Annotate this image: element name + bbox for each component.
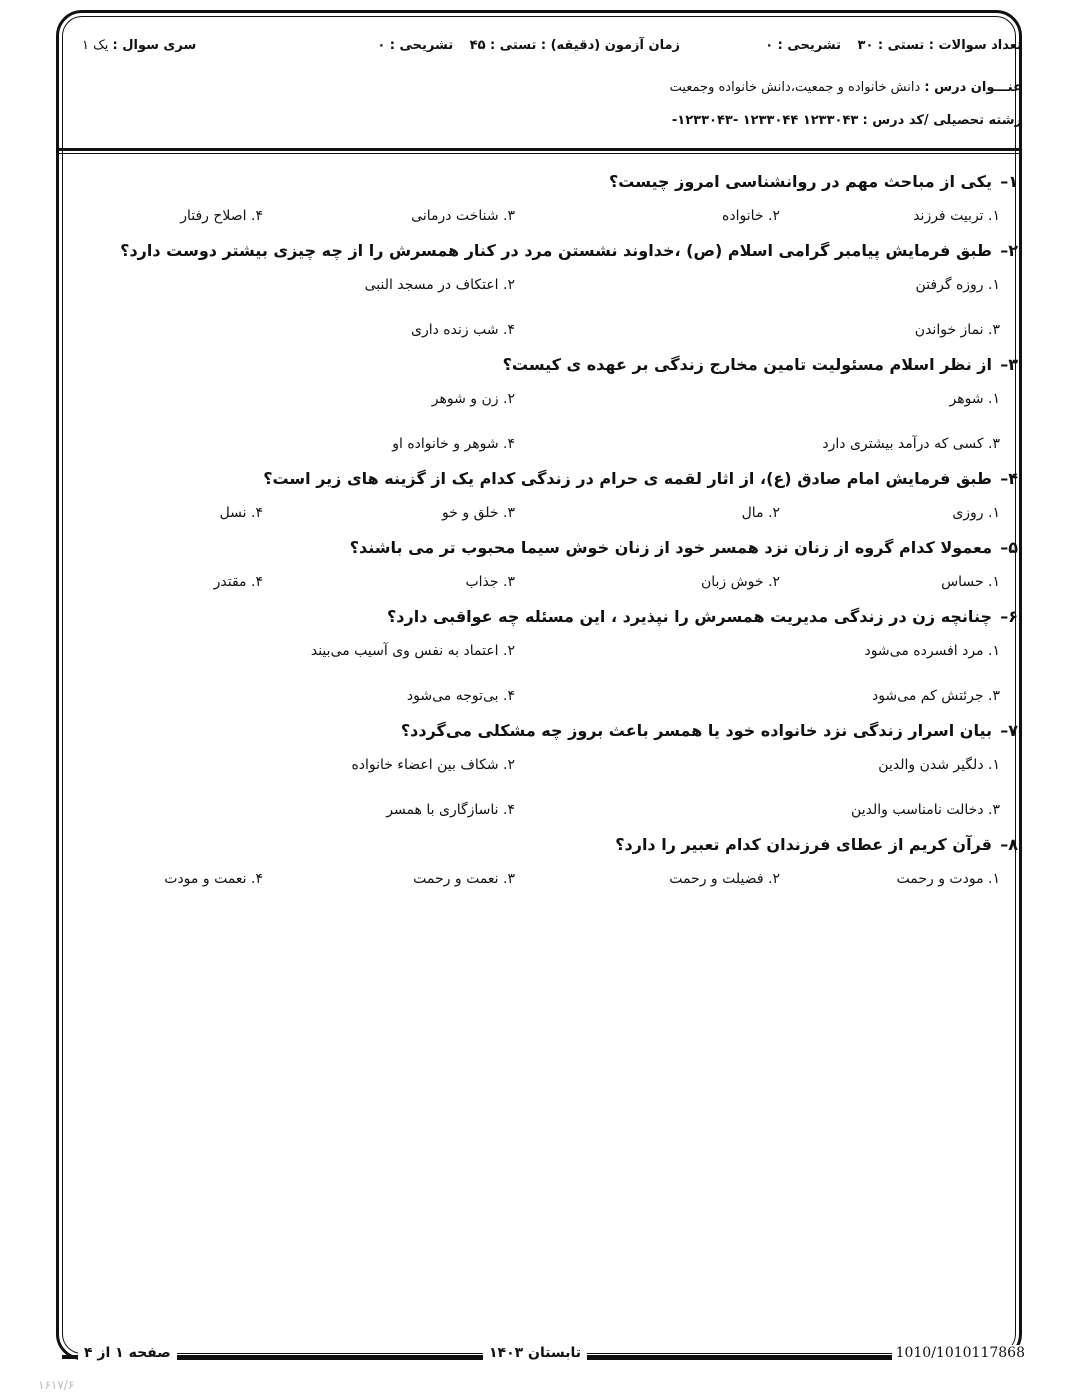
option-row	[90, 263, 1018, 308]
answer-option-3[interactable]: ۳. خلق و خو	[442, 505, 515, 521]
question-7	[90, 719, 1018, 833]
exam-term: تابستان ۱۴۰۳	[483, 1345, 587, 1361]
answer-option-2[interactable]: ۲. زن و شوهر	[431, 391, 515, 407]
question-text	[90, 605, 1018, 629]
exam-time	[377, 38, 680, 53]
page-footer	[0, 1343, 1080, 1373]
question-text	[90, 467, 1018, 491]
exam-time-label: زمان آزمون (دقیقه) : تستی : ۴۵	[469, 38, 680, 53]
question-4	[90, 467, 1018, 536]
answer-option-1[interactable]: ۱. دلگیر شدن والدین	[878, 757, 1000, 773]
course-field	[672, 113, 1022, 128]
course-title-value: دانش خانواده و جمعیت،دانش خانواده وجمعیت	[669, 80, 921, 95]
answer-option-1[interactable]: ۱. شوهر	[949, 391, 1000, 407]
option-row	[90, 308, 1018, 353]
option-row	[90, 422, 1018, 467]
question-number: ۵–	[1000, 538, 1018, 557]
question-1	[90, 170, 1018, 239]
answer-option-4[interactable]: ۴. شب زنده داری	[411, 322, 515, 338]
answer-option-3[interactable]: ۳. کسی که درآمد بیشتری دارد	[822, 436, 1000, 452]
answer-option-2[interactable]: ۲. اعتماد به نفس وی آسیب می‌بیند	[310, 643, 515, 659]
question-stem: یکی از مباحث مهم در روانشناسی امروز چیست؟	[609, 172, 992, 191]
question-number: ۷–	[1000, 721, 1018, 740]
question-number: ۲–	[1000, 241, 1018, 260]
question-5	[90, 536, 1018, 605]
question-number: ۶–	[1000, 607, 1018, 626]
question-text	[90, 239, 1018, 263]
question-number: ۴–	[1000, 469, 1018, 488]
answer-option-4[interactable]: ۴. نسل	[219, 505, 263, 521]
answer-option-1[interactable]: ۱. تربیت فرزند	[913, 208, 1000, 224]
question-number: ۳–	[1000, 355, 1018, 374]
course-title-label: عنـــوان درس :	[924, 80, 1022, 95]
question-stem: قرآن کریم از عطای فرزندان کدام تعبیر را دارد؟	[615, 835, 992, 854]
header-divider-thin	[59, 153, 1022, 154]
answer-option-3[interactable]: ۳. نعمت و رحمت	[413, 871, 515, 887]
answer-option-1[interactable]: ۱. مودت و رحمت	[896, 871, 1000, 887]
series-label: سری سوال :	[112, 38, 197, 53]
question-stem: بیان اسرار زندگی نزد خانواده خود یا همسر باعث بروز چه مشکلی می‌گردد؟	[400, 721, 992, 740]
exam-code: 1010/1010117868	[892, 1345, 1025, 1361]
question-number: ۸–	[1000, 835, 1018, 854]
answer-option-3[interactable]: ۳. جذاب	[465, 574, 515, 590]
option-row	[90, 491, 1018, 536]
answer-option-4[interactable]: ۴. شوهر و خانواده او	[392, 436, 515, 452]
page-number: صفحه ۱ از ۴	[78, 1345, 177, 1361]
answer-option-1[interactable]: ۱. مرد افسرده می‌شود	[864, 643, 1000, 659]
answer-option-2[interactable]: ۲. فضیلت و رحمت	[669, 871, 780, 887]
answer-option-3[interactable]: ۳. دخالت نامناسب والدین	[851, 802, 1000, 818]
question-count	[765, 38, 1022, 53]
answer-option-2[interactable]: ۲. خوش زبان	[700, 574, 780, 590]
question-stem: طبق فرمایش امام صادق (ع)، از اثار لقمه ی حرام در زندگی کدام یک از گزینه های زیر است؟	[263, 469, 992, 488]
course-field-value: ۱۲۳۳۰۴۳ ۱۲۳۳۰۴۴ -۱۲۳۳۰۴۳-	[671, 113, 859, 128]
answer-option-3[interactable]: ۳. نماز خواندن	[914, 322, 1000, 338]
question-text	[90, 719, 1018, 743]
answer-option-1[interactable]: ۱. روزی	[952, 505, 1000, 521]
option-row	[90, 674, 1018, 719]
question-stem: از نظر اسلام مسئولیت تامین مخارج زندگی بر عهده ی کیست؟	[502, 355, 992, 374]
watermark-stamp: ۱۶۱۷/۶	[38, 1378, 75, 1392]
option-row	[90, 788, 1018, 833]
course-field-label: رشته تحصیلی /کد درس :	[862, 113, 1022, 128]
series-value: یک ۱	[82, 38, 109, 53]
question-number: ۱–	[1000, 172, 1018, 191]
answer-option-1[interactable]: ۱. حساس	[941, 574, 1000, 590]
question-list	[90, 170, 1018, 902]
question-2	[90, 239, 1018, 353]
answer-option-4[interactable]: ۴. اصلاح رفتار	[180, 208, 263, 224]
answer-option-2[interactable]: ۲. مال	[741, 505, 780, 521]
header-divider	[59, 148, 1022, 151]
question-text	[90, 536, 1018, 560]
question-stem: معمولا کدام گروه از زنان نزد همسر خود از زنان خوش سیما محبوب تر می باشند؟	[349, 538, 992, 557]
answer-option-3[interactable]: ۳. شناخت درمانی	[411, 208, 515, 224]
option-row	[90, 629, 1018, 674]
question-stem: چنانچه زن در زندگی مدیریت همسرش را نپذیرد ، این مسئله چه عواقبی دارد؟	[387, 607, 992, 626]
option-row	[90, 857, 1018, 902]
question-6	[90, 605, 1018, 719]
question-series	[82, 38, 196, 53]
option-row	[90, 194, 1018, 239]
answer-option-4[interactable]: ۴. بی‌توجه می‌شود	[406, 688, 515, 704]
answer-option-2[interactable]: ۲. شکاف بین اعضاء خانواده	[351, 757, 515, 773]
answer-option-2[interactable]: ۲. خانواده	[722, 208, 780, 224]
course-title	[670, 80, 1022, 95]
option-row	[90, 743, 1018, 788]
exam-time-descriptive: تشریحی : ۰	[377, 38, 454, 53]
question-count-label: تعداد سوالات : تستی : ۳۰	[857, 38, 1022, 53]
question-3	[90, 353, 1018, 467]
answer-option-3[interactable]: ۳. جرئتش کم می‌شود	[871, 688, 1000, 704]
question-8	[90, 833, 1018, 902]
question-text	[90, 353, 1018, 377]
question-text	[90, 170, 1018, 194]
answer-option-2[interactable]: ۲. اعتکاف در مسجد النبی	[364, 277, 515, 293]
answer-option-4[interactable]: ۴. نعمت و مودت	[164, 871, 263, 887]
option-row	[90, 560, 1018, 605]
question-count-descriptive: تشریحی : ۰	[765, 38, 841, 53]
answer-option-1[interactable]: ۱. روزه گرفتن	[915, 277, 1000, 293]
option-row	[90, 377, 1018, 422]
answer-option-4[interactable]: ۴. ناسازگاری با همسر	[386, 802, 515, 818]
question-text	[90, 833, 1018, 857]
answer-option-4[interactable]: ۴. مقتدر	[213, 574, 263, 590]
question-stem: طبق فرمایش پیامبر گرامی اسلام (ص) ،خداوند نشستن مرد در کنار همسرش را از چه چیزی بیشتر دوست دارد؟	[120, 241, 992, 260]
